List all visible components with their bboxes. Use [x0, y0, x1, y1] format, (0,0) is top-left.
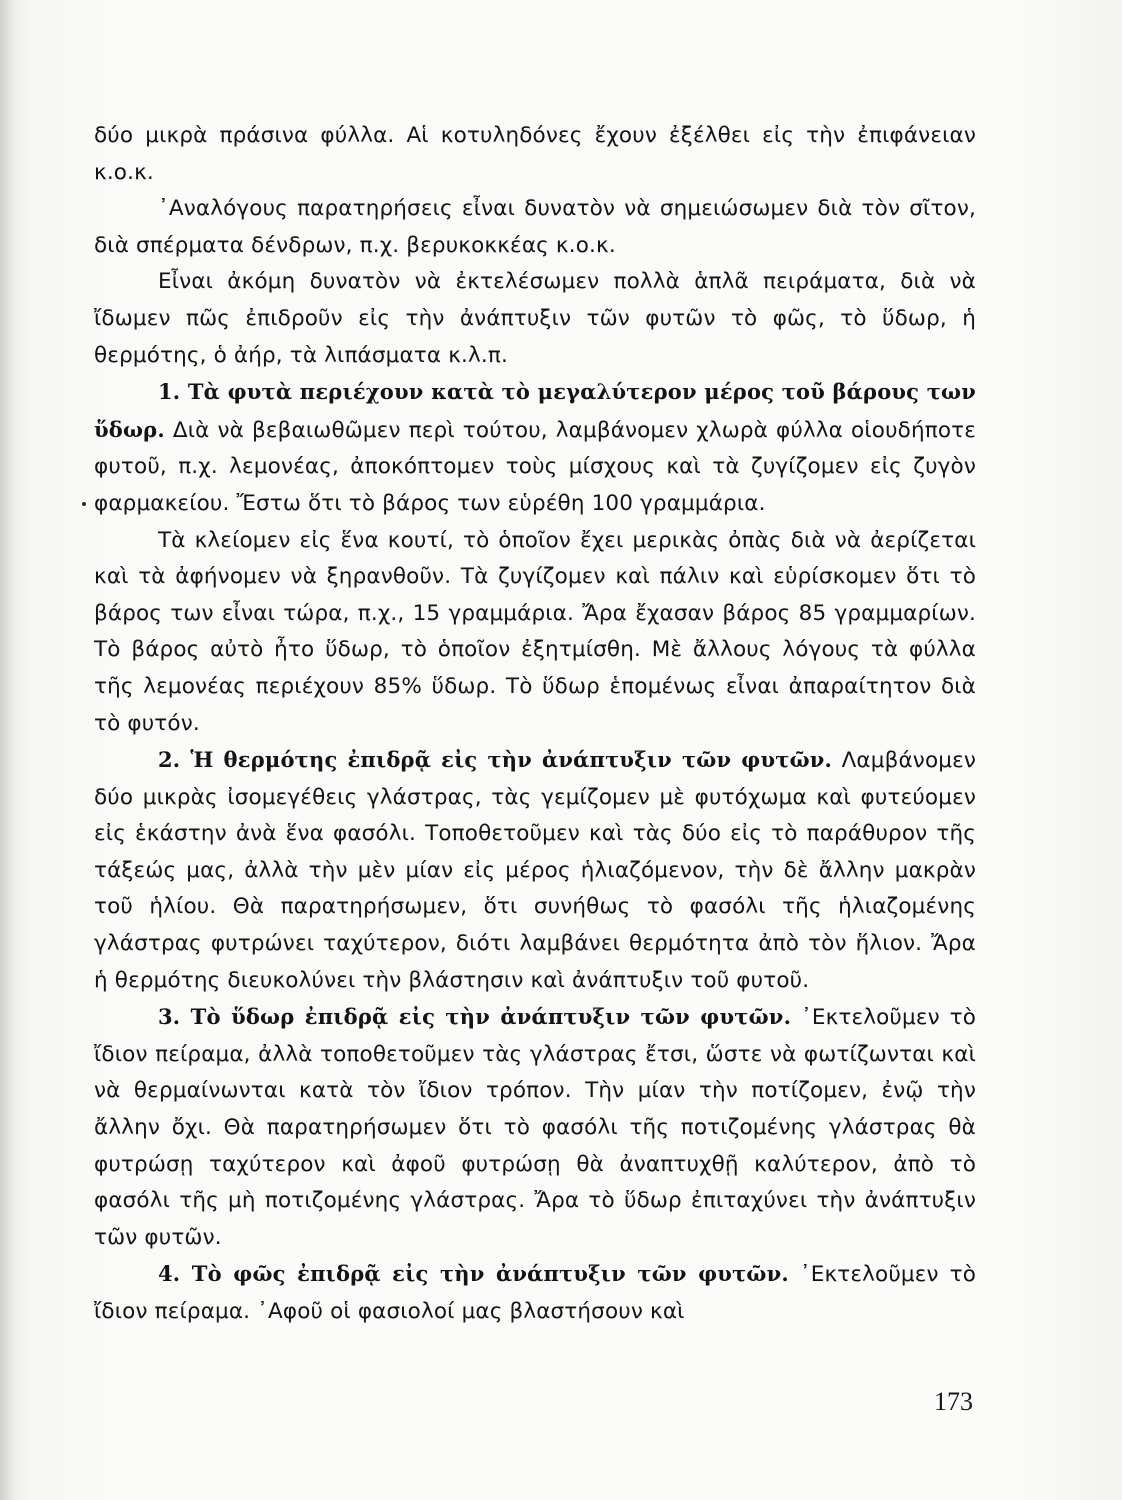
- paragraph-text: Λαμβάνομεν δύο μικρὰς ἰσομεγέθεις γλάστρας, τὰς γεμίζομεν μὲ φυτόχωμα καὶ φυτεύομεν εἰς ἑκάστην ἀνὰ ἕνα φασόλι. Τοποθετοῦμεν καὶ τὰς δύο εἰς τὸ παράθυρον τῆς τάξεώς μας, ἀλλὰ τὴν μὲν μίαν εἰς μέρος ἡλιαζόμενον, τὴν δὲ ἄλλην μακρὰν τοῦ ἡλίου. Θὰ παρατηρήσωμεν, ὅτι συνήθως τὸ φασόλι τῆς ἡλιαζομένης γλάστρας φυτρώνει ταχύτερον, διότι λαμβάνει θερμότητα ἀπὸ τὸν ἥλιον. Ἄρα ἡ θερμότης διευκολύνει τὴν βλάστησιν καὶ ἀνάπτυξιν τοῦ φυτοῦ.: [94, 748, 977, 993]
- section-3-heading: 3. Τὸ ὕδωρ ἐπιδρᾷ εἰς τὴν ἀνάπτυξιν τῶν φυτῶν.: [158, 1004, 792, 1030]
- paragraph-text: ᾿Αναλόγους παρατηρήσεις εἶναι δυνατὸν νὰ σημειώσωμεν διὰ τὸν σῖτον, διὰ σπέρματα δένδρων, π.χ. βερυκοκκέας κ.ο.κ.: [94, 196, 976, 258]
- section-2-heading: 2. Ἡ θερμότης ἐπιδρᾷ εἰς τὴν ἀνάπτυξιν τῶν φυτῶν.: [158, 747, 833, 773]
- print-speck: [82, 502, 86, 506]
- paragraph-text: Εἶναι ἀκόμη δυνατὸν νὰ ἐκτελέσωμεν πολλὰ ἁπλᾶ πειράματα, διὰ νὰ ἴδωμεν πῶς ἐπιδροῦν εἰς τὴν ἀνάπτυξιν τῶν φυτῶν τὸ φῶς, τὸ ὕδωρ, ἡ θερμότης, ὁ ἀήρ, τὰ λιπάσματα κ.λ.π.: [94, 269, 976, 368]
- section-2-paragraph: [94, 742, 976, 999]
- section-1-paragraph: [94, 374, 976, 522]
- page-binding-edge: [0, 0, 14, 1500]
- section-4-paragraph: [94, 1256, 976, 1330]
- page-body: [94, 118, 976, 1331]
- section-3-paragraph: [94, 999, 976, 1256]
- paragraph: [94, 191, 976, 264]
- section-1-heading: 1. Τὰ φυτὰ περιέχουν κατὰ τὸ μεγαλύτερον μέρος τοῦ βάρους των ὕδωρ.: [94, 379, 976, 442]
- paragraph: [94, 264, 976, 374]
- paragraph: [94, 523, 976, 743]
- page-number: 173: [934, 1387, 973, 1416]
- section-4-heading: 4. Τὸ φῶς ἐπιδρᾷ εἰς τὴν ἀνάπτυξιν τῶν φυτῶν.: [158, 1261, 789, 1287]
- paragraph-text: Τὰ κλείομεν εἰς ἕνα κουτί, τὸ ὁποῖον ἔχει μερικὰς ὀπὰς διὰ νὰ ἀερίζεται καὶ τὰ ἀφήνομεν νὰ ξηρανθοῦν. Τὰ ζυγίζομεν καὶ πάλιν καὶ εὑρίσκομεν ὅτι τὸ βάρος των εἶναι τώρα, π.χ., 15 γραμμάρια. Ἄρα ἔχασαν βάρος 85 γραμμαρίων. Τὸ βάρος αὐτὸ ἦτο ὕδωρ, τὸ ὁποῖον ἐξητμίσθη. Μὲ ἄλλους λόγους τὰ φύλλα τῆς λεμονέας περιέχουν 85% ὕδωρ. Τὸ ὕδωρ ἑπομένως εἶναι ἀπαραίτητον διὰ τὸ φυτόν.: [94, 527, 976, 736]
- paragraph-text: ᾿Εκτελοῦμεν τὸ ἴδιον πείραμα, ἀλλὰ τοποθετοῦμεν τὰς γλάστρας ἔτσι, ὥστε νὰ φωτίζωνται καὶ νὰ θερμαίνωνται κατὰ τὸν ἴδιον τρόπον. Τὴν μίαν τὴν ποτίζομεν, ἐνῷ τὴν ἄλλην ὄχι. Θὰ παρατηρήσωμεν ὅτι τὸ φασόλι τῆς ποτιζομένης γλάστρας θὰ φυτρώσῃ ταχύτερον καὶ ἀφοῦ φυτρώσῃ θὰ ἀναπτυχθῇ καλύτερον, ἀπὸ τὸ φασόλι τῆς μὴ ποτιζομένης γλάστρας. Ἄρα τὸ ὕδωρ ἐπιταχύνει τὴν ἀνάπτυξιν τῶν φυτῶν.: [94, 1005, 977, 1250]
- paragraph-continuation: [94, 118, 976, 191]
- paragraph-text: ᾿Εκτελοῦμεν τὸ ἴδιον πείραμα. ᾿Αφοῦ οἱ φασιολοί μας βλαστήσουν καὶ: [94, 1262, 977, 1324]
- paragraph-text: δύο μικρὰ πράσινα φύλλα. Αἱ κοτυληδόνες ἔχουν ἐξέλθει εἰς τὴν ἐπιφάνειαν κ.ο.κ.: [94, 123, 976, 185]
- paragraph-text: Διὰ νὰ βεβαιωθῶμεν περὶ τούτου, λαμβάνομεν χλωρὰ φύλλα οἱουδήποτε φυτοῦ, π.χ. λεμονέας, ἀποκόπτομεν τοὺς μίσχους καὶ τὰ ζυγίζομεν εἰς ζυγὸν φαρμακείου. Ἔστω ὅτι τὸ βάρος των εὑρέθη 100 γραμμάρια.: [94, 417, 976, 516]
